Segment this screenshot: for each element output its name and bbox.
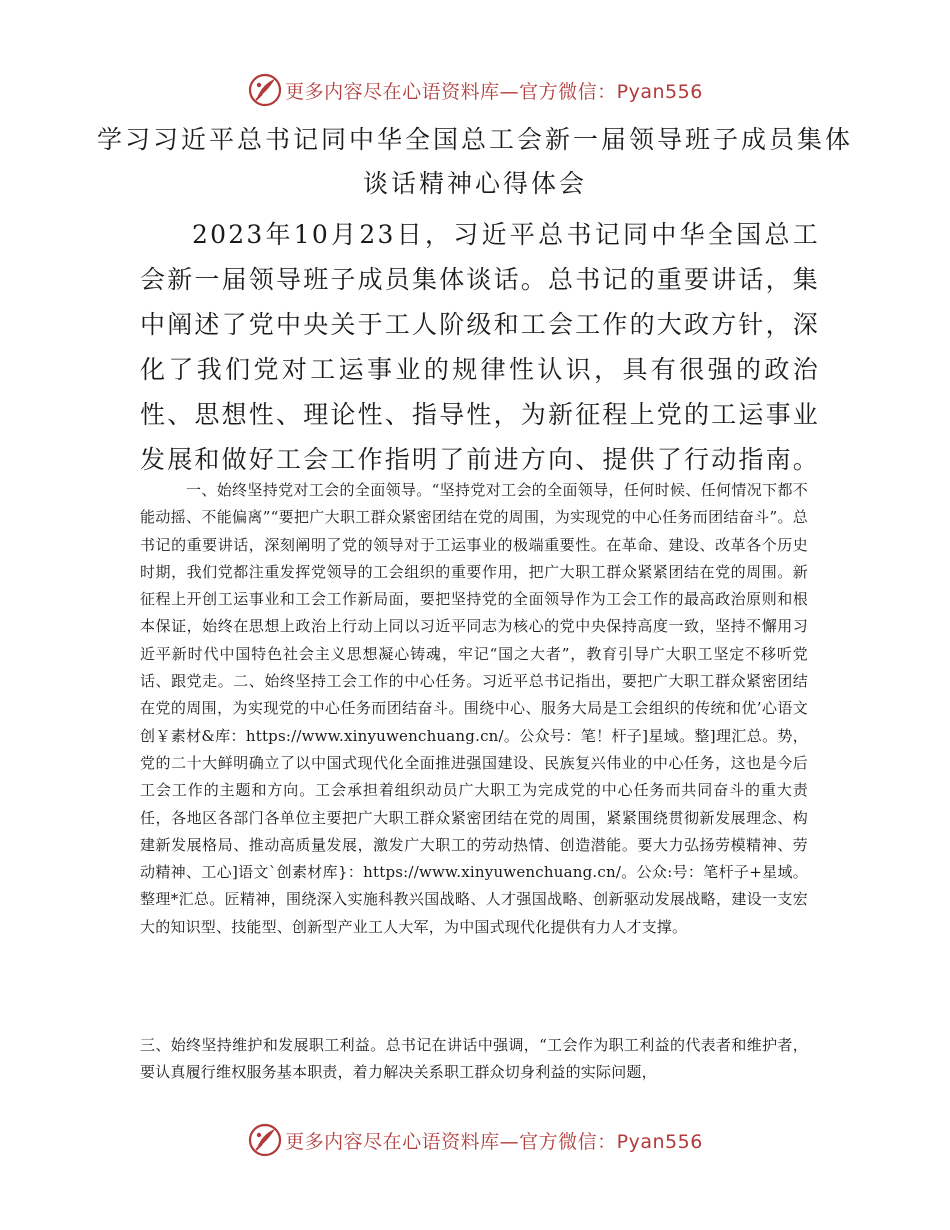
banner-text: 更多内容尽在心语资料库—官方微信：Pyan556	[285, 1130, 703, 1153]
section-1-2-paragraph: 一、始终坚持党对工会的全面领导。“坚持党对工会的全面领导，任何时候、任何情况下都不能动摇、不能偏离”“要把广大职工群众紧密团结在党的周围，为实现党的中心任务而团结奋斗”。总书记的重要讲话，深刻阐明了党的领导对于工运事业的极端重要性。在革命、建设、改革各个历史时期，我们党都注重发挥党领导的工会组织的重要作用，把广大职工群众紧紧团结在党的周围。新征程上开创工运事业和工会工作新局面，要把坚持党的全面领导作为工会工作的最高政治原则和根本保证，始终在思想上政治上行动上同以习近平同志为核心的党中央保持高度一致，坚持不懈用习近平新时代中国特色社会主义思想凝心铸魂，牢记“国之大者”，教育引导广大职工坚定不移听党话、跟党走。二、始终坚持工会工作的中心任务。习近平总书记指出，要把广大职工群众紧密团结在党的周围，为实现党的中心任务而团结奋斗。围绕中心、服务大局是工会组织的传统和优’心语文创￥素材&库：https://www.xinyuwenchuang.cn/。公众号：笔！杆子]星域。整]理汇总。势，党的二十大鲜明确立了以中国式现代化全面推进强国建设、民族复兴伟业的中心任务，这也是今后工会工作的主题和方向。工会承担着组织动员广大职工为完成党的中心任务而共同奋斗的重大责任，各地区各部门各单位主要把广大职工群众紧密团结在党的周围，紧紧围绕贯彻新发展理念、构建新发展格局、推动高质量发展，激发广大职工的劳动热情、创造潜能。要大力弘扬劳模精神、劳动精神、工心]语文`创素材库}：https://www.xinyuwenchuang.cn/。公众:号：笔杆子+星域。整理*汇总。匠精神，围绕深入实施科教兴国战略、人才强国战略、创新驱动发展战略，建设一支宏大的知识型、技能型、创新型产业工人大军，为中国式现代化提供有力人才支撑。	[140, 481, 808, 936]
lead-paragraph: 2023年10月23日，习近平总书记同中华全国总工会新一届领导班子成员集体谈话。总书记的重要讲话，集中阐述了党中央关于工人阶级和工会工作的大政方针，深化了我们党对工运事业的规律性认识，具有很强的政治性、思想性、理论性、指导性，为新征程上党的工运事业发展和做好工会工作指明了前进方向、提供了行动指南。	[140, 220, 821, 474]
footer-watermark-banner	[0, 1120, 950, 1160]
document-title: 学习习近平总书记同中华全国总工会新一届领导班子成员集体谈话精神心得体会	[96, 125, 853, 198]
quill-logo-icon	[247, 1122, 283, 1158]
wechat-id: Pyan556	[616, 1130, 703, 1153]
wechat-id: Pyan556	[616, 80, 703, 103]
header-watermark-banner	[0, 70, 950, 110]
quill-logo-icon	[247, 72, 283, 108]
section-3-paragraph: 三、始终坚持维护和发展职工利益。总书记在讲话中强调，“工会作为职工利益的代表者和维护者，要认真履行维权服务基本职责，着力解决关系职工群众切身利益的实际问题，	[140, 1036, 808, 1082]
banner-text: 更多内容尽在心语资料库—官方微信：Pyan556	[285, 80, 703, 103]
